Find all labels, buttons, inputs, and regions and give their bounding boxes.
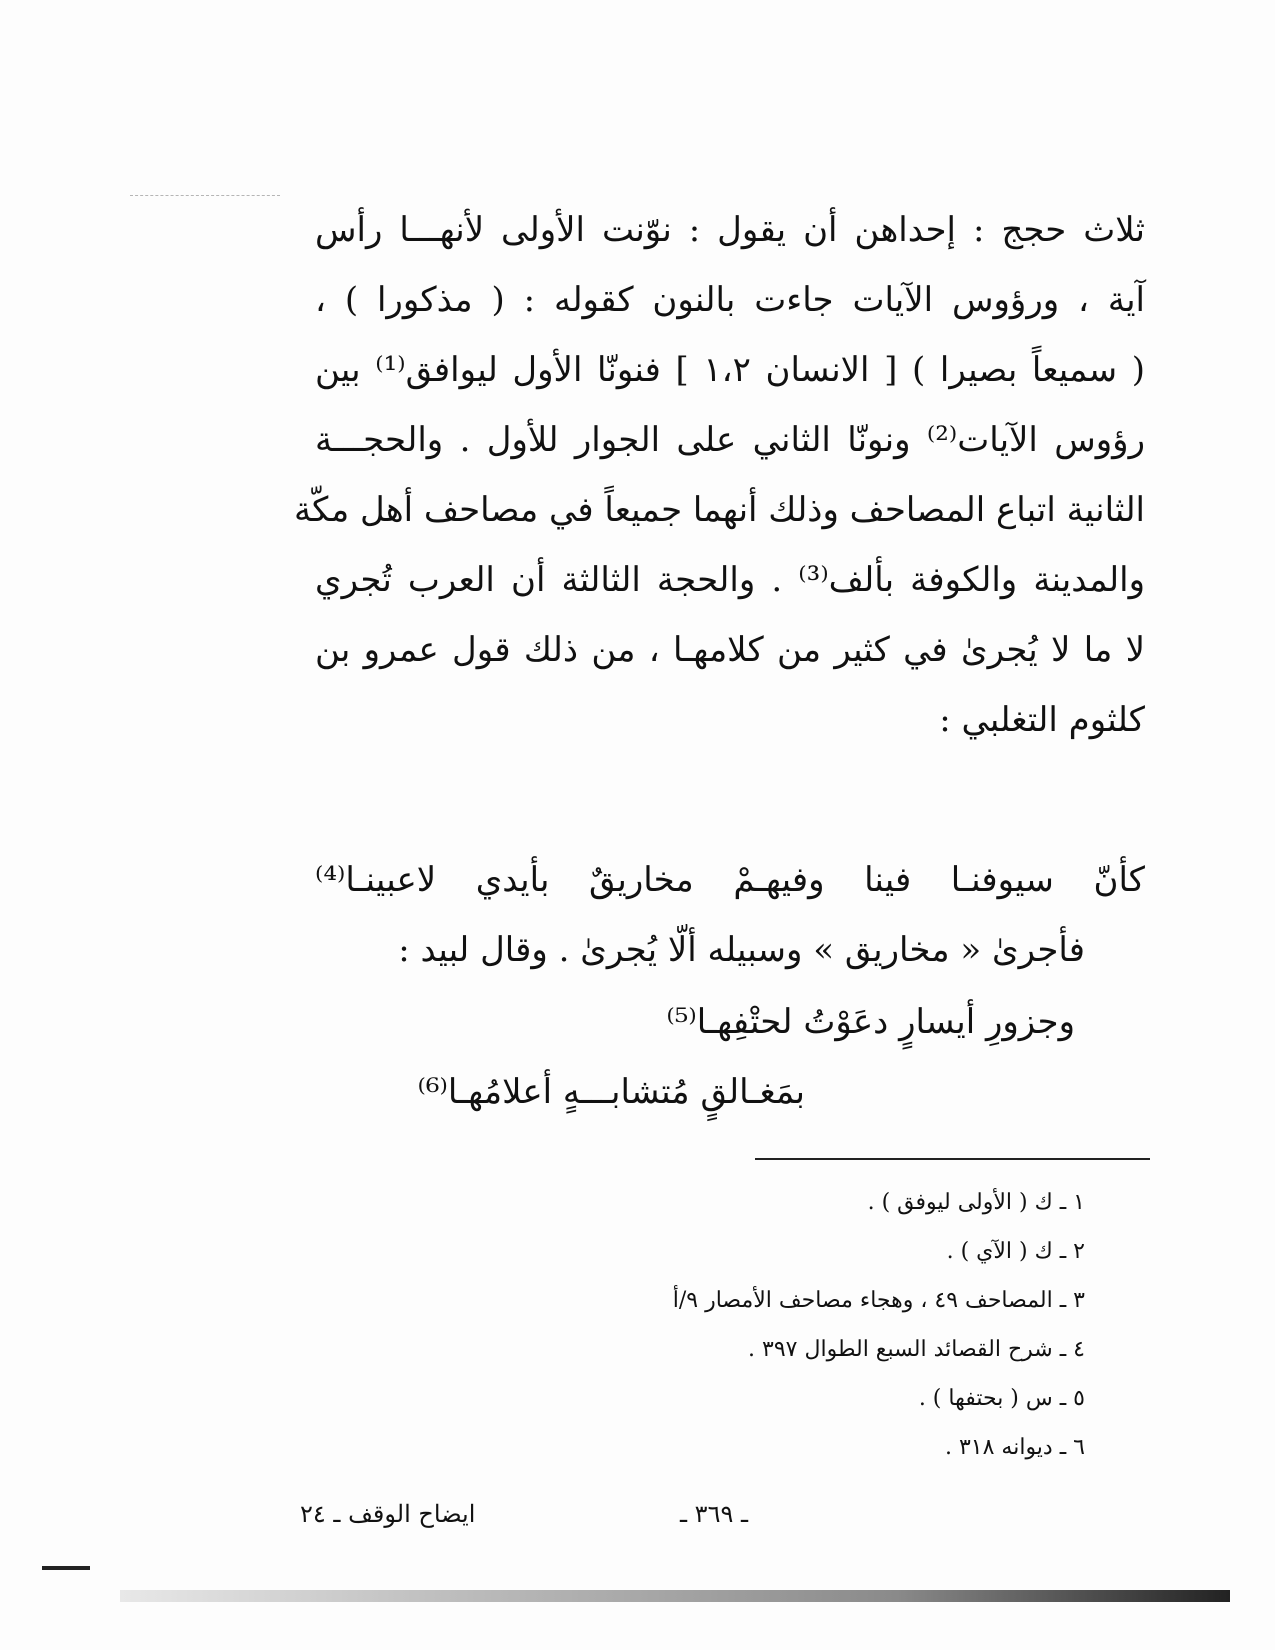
footnote-divider — [755, 1158, 1150, 1160]
scan-edge-bar — [120, 1590, 1230, 1602]
verse-line-labid-first: وجزورِ أيسارٍ دعَوْتُ لحتْفِهـا⁽⁵⁾ — [666, 1002, 1075, 1042]
footnotes — [465, 1178, 1085, 1472]
margin-speckle — [130, 195, 280, 206]
footnote-item: ٤ ـ شرح القصائد السبع الطوال ٣٩٧ . — [748, 1337, 1085, 1362]
text-line: الثانية اتباع المصاحف وذلك أنهما جميعاً في مصاحف أهل مكّة — [293, 490, 1145, 530]
text-line: ( سميعاً بصيرا ) [ الانسان ١،٢ ] فنونّا الأول ليوافق⁽¹⁾ بين — [315, 350, 1145, 390]
text-line: رؤوس الآيات⁽²⁾ ونونّا الثاني على الجوار للأول . والحجـــة — [315, 420, 1145, 460]
prose-line: فأجرىٰ « مخاريق » وسبيله ألّا يُجرىٰ . وقال لبيد : — [398, 930, 1085, 970]
verse-line-amr: كأنّ سيوفنـا فينا وفيهـمْ مخاريقٌ بأيدي لاعبينـا⁽⁴⁾ — [315, 860, 1145, 900]
verse-line-labid-second: بمَغـالقٍ مُتشابـــهٍ أعلامُهـا⁽⁶⁾ — [417, 1072, 805, 1112]
footnote-item: ٥ ـ س ( بحتفها ) . — [918, 1386, 1085, 1411]
running-title: ايضاح الوقف ـ ٢٤ — [300, 1500, 476, 1528]
text-line: ثلاث حجج : إحداهن أن يقول : نوّنت الأولى لأنهـــا رأس — [315, 210, 1145, 250]
footnote-item: ٦ ـ ديوانه ٣١٨ . — [944, 1435, 1085, 1460]
footnote-item: ٣ ـ المصاحف ٤٩ ، وهجاء مصاحف الأمصار ٩/أ — [672, 1288, 1085, 1313]
footnote-item: ٢ ـ ك ( الآي ) . — [946, 1239, 1085, 1264]
text-line: كلثوم التغلبي : — [939, 700, 1145, 740]
text-line: آية ، ورؤوس الآيات جاءت بالنون كقوله : ( مذكورا ) ، — [315, 280, 1145, 320]
text-line: لا ما لا يُجرىٰ في كثير من كلامهـا ، من ذلك قول عمرو بن — [315, 630, 1145, 670]
text-line: والمدينة والكوفة بألف⁽³⁾ . والحجة الثالثة أن العرب تُجري — [315, 560, 1146, 600]
footnote-item: ١ ـ ك ( الأولى ليوفق ) . — [867, 1190, 1085, 1215]
page-number: ـ ٣٦٩ ـ — [680, 1500, 749, 1528]
scan-mark — [42, 1566, 90, 1570]
main-text-block — [293, 195, 1146, 755]
